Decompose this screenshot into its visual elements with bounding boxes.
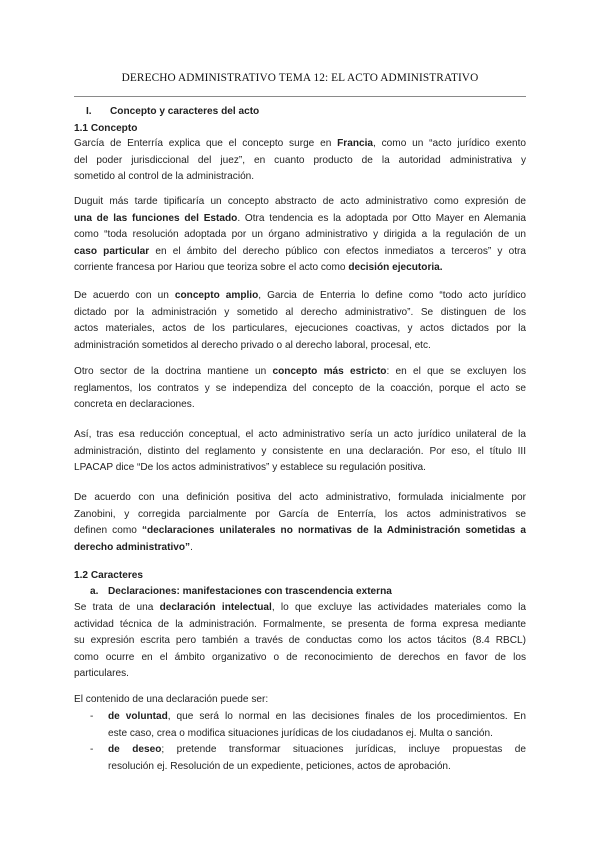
paragraph-3: De acuerdo con un concepto amplio, Garcia de Enterria lo define como “todo acto jurídico dictado por la administración y sometido al derecho administrativo”. Se distinguen de los actos materiales, actos de los particulares, ejecuciones coactivas, y actos dictados por la administración sometidos al derecho privado o al derecho laboral, procesal, etc. [74,290,526,351]
subsection-heading-caracteres: 1.2 Caracteres [74,570,144,581]
section-number: I. [86,106,92,117]
section-heading [74,104,526,121]
paragraph-4: Otro sector de la doctrina mantiene un concepto más estricto: en el que se excluyen los reglamentos, los contratos y se independiza del concepto de la coacción, porque el acto se concreta en declaraciones. [74,366,526,411]
paragraph-6: De acuerdo con una definición positiva del acto administrativo, formulada inicialmente por Zanobini, y corregida parcialmente por García de Enterría, los actos administrativos se definen como “declaraciones unilaterales no normativas de la Administración sometidas a derecho administrativo”. [74,492,526,553]
paragraph-1: García de Enterría explica que el concepto surge en Francia, como un “acto jurídico exento del poder jurisdiccional del juez”, en cuanto producto de la autoridad administrativa y sometido al control de la administración. [74,138,526,183]
title-divider [74,96,526,97]
list-item-deseo-text: de deseo; pretende transformar situaciones jurídicas, incluye propuestas de resolución ej. Resolución de un expediente, peticiones, actos de aprobación. [108,744,526,772]
list-item-voluntad-text: de voluntad, que será lo normal en las decisiones finales de los procedimientos. En este caso, crea o modifica situaciones jurídicas de los ciudadanos ej. Multa o sanción. [108,711,527,739]
section-title: Concepto y caracteres del acto [110,106,260,117]
list-dash: - [90,711,94,722]
paragraph-5: Así, tras esa reducción conceptual, el acto administrativo sería un acto jurídico unilateral de la administración, distinto del reglamento y consistente en una declaración. Por eso, el título III LPACAP dice “De los actos administrativos” y establece su regulación positiva. [74,429,526,474]
subsection-a-heading: a. Declaraciones: manifestaciones con trascendencia externa [90,586,392,597]
document-title: DERECHO ADMINISTRATIVO TEMA 12: EL ACTO ADMINISTRATIVO [121,72,479,84]
list-dash: - [90,744,94,755]
paragraph-7: Se trata de una declaración intelectual, lo que excluye las actividades materiales como la actividad técnica de la administración. Formalmente, se presenta de forma expresa mediante su expresión escrita pero también a través de conductas como los actos tácitos (8.4 RBCL) como ocurre en el ámbito organizativo o de reconocimiento de derechos en favor de los particulares. [74,602,526,680]
paragraph-8: El contenido de una declaración puede ser: [74,694,269,705]
paragraph-2: Duguit más tarde tipificaría un concepto abstracto de acto administrativo como expresión de una de las funciones del Estado. Otra tendencia es la adoptada por Otto Mayer en Alemania como “toda resolución adoptada por un órgano administrativo y dirigida a la regulación de un caso particular en el ámbito del derecho público con efectos inmediatos a terceros” y otra corriente francesa por Hariou que teoriza sobre el acto como decisión ejecutoria. [74,196,527,274]
subsection-heading-concepto: 1.1 Concepto [74,123,138,134]
